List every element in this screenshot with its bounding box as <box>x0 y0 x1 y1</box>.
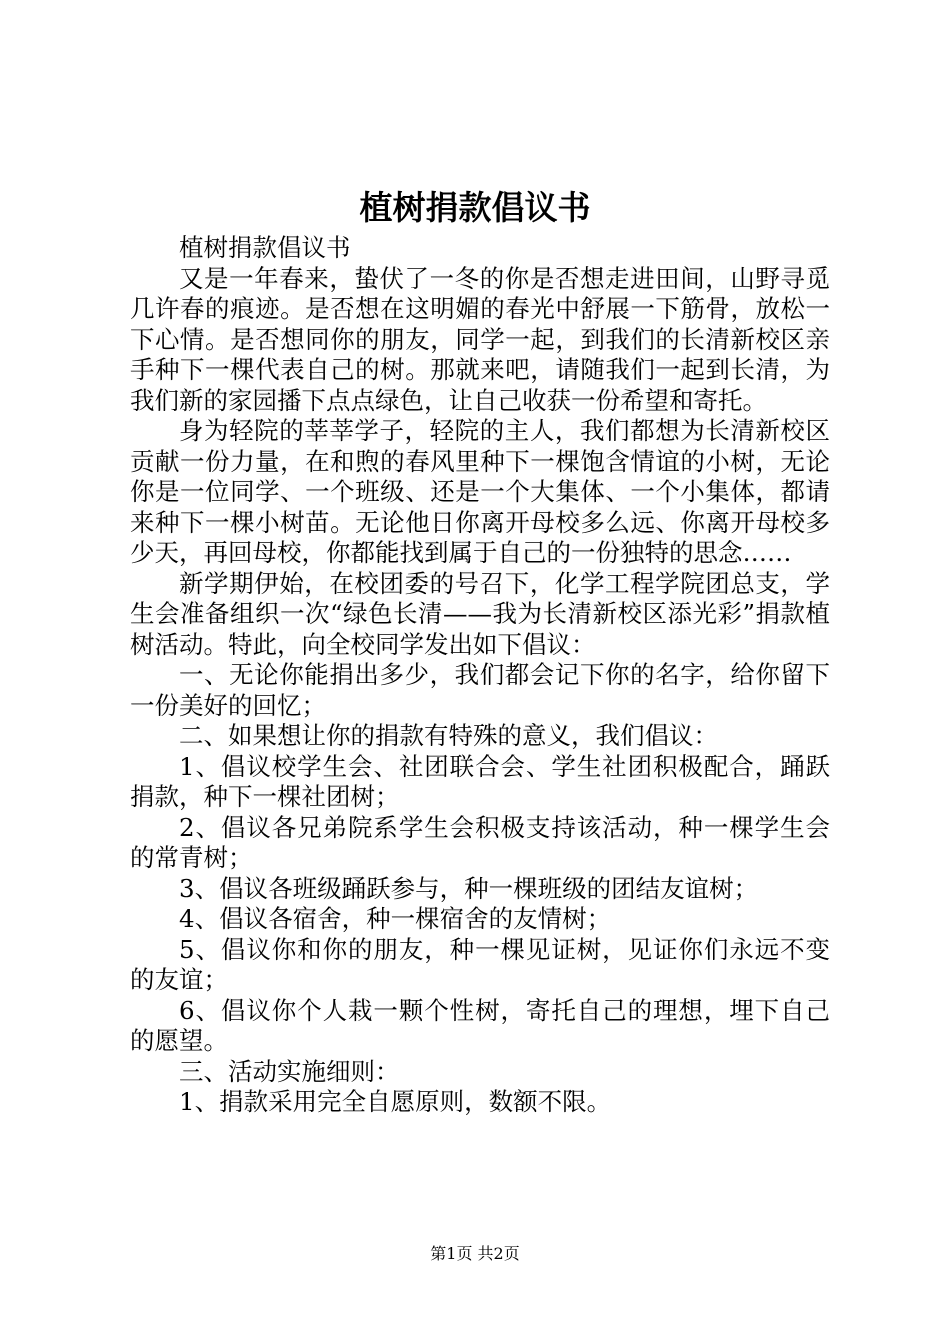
paragraph: 身为轻院的莘莘学子，轻院的主人，我们都想为长清新校区贡献一份力量，在和煦的春风里种下一棵饱含情谊的小树，无论你是一位同学、一个班级、还是一个大集体、一个小集体，都请来种下一棵小树苗。无论他日你离开母校多么远、你离开母校多少天，再回母校，你都能找到属于自己的一份独特的思念…… <box>130 416 830 567</box>
document-title: 植树捐款倡议书 <box>359 188 591 227</box>
paragraph: 一、无论你能捐出多少，我们都会记下你的名字，给你留下一份美好的回忆； <box>130 660 830 720</box>
list-item: 2、倡议各兄弟院系学生会积极支持该活动，种一棵学生会的常青树； <box>130 812 830 872</box>
document-body <box>130 233 830 1118</box>
list-item: 4、倡议各宿舍，种一棵宿舍的友情树； <box>179 904 612 933</box>
paragraph-heading: 植树捐款倡议书 <box>179 233 351 262</box>
list-item: 1、捐款采用完全自愿原则，数额不限。 <box>179 1087 612 1116</box>
list-item: 1、倡议校学生会、社团联合会、学生社团积极配合，踊跃捐款，种下一棵社团树； <box>130 751 830 811</box>
list-item: 3、倡议各班级踊跃参与，种一棵班级的团结友谊树； <box>179 873 759 903</box>
page-footer: 第1页 共2页 <box>430 1244 520 1263</box>
paragraph: 二、如果想让你的捐款有特殊的意义，我们倡议： <box>179 721 718 750</box>
list-item: 6、倡议你个人栽一颗个性树，寄托自己的理想，埋下自己的愿望。 <box>130 995 830 1055</box>
paragraph: 三、活动实施细则： <box>179 1056 400 1086</box>
paragraph: 又是一年春来，蛰伏了一冬的你是否想走进田间，山野寻觅几许春的痕迹。是否想在这明媚的春光中舒展一下筋骨，放松一下心情。是否想同你的朋友，同学一起，到我们的长清新校区亲手种下一棵代表自己的树。那就来吧，请随我们一起到长清，为我们新的家园播下点点绿色，让自己收获一份希望和寄托。 <box>130 263 830 415</box>
paragraph: 新学期伊始，在校团委的号召下，化学工程学院团总支，学生会准备组织一次“绿色长清——我为长清新校区添光彩”捐款植树活动。特此，向全校同学发出如下倡议： <box>130 568 830 659</box>
list-item: 5、倡议你和你的朋友，种一棵见证树，见证你们永远不变的友谊； <box>130 934 830 994</box>
